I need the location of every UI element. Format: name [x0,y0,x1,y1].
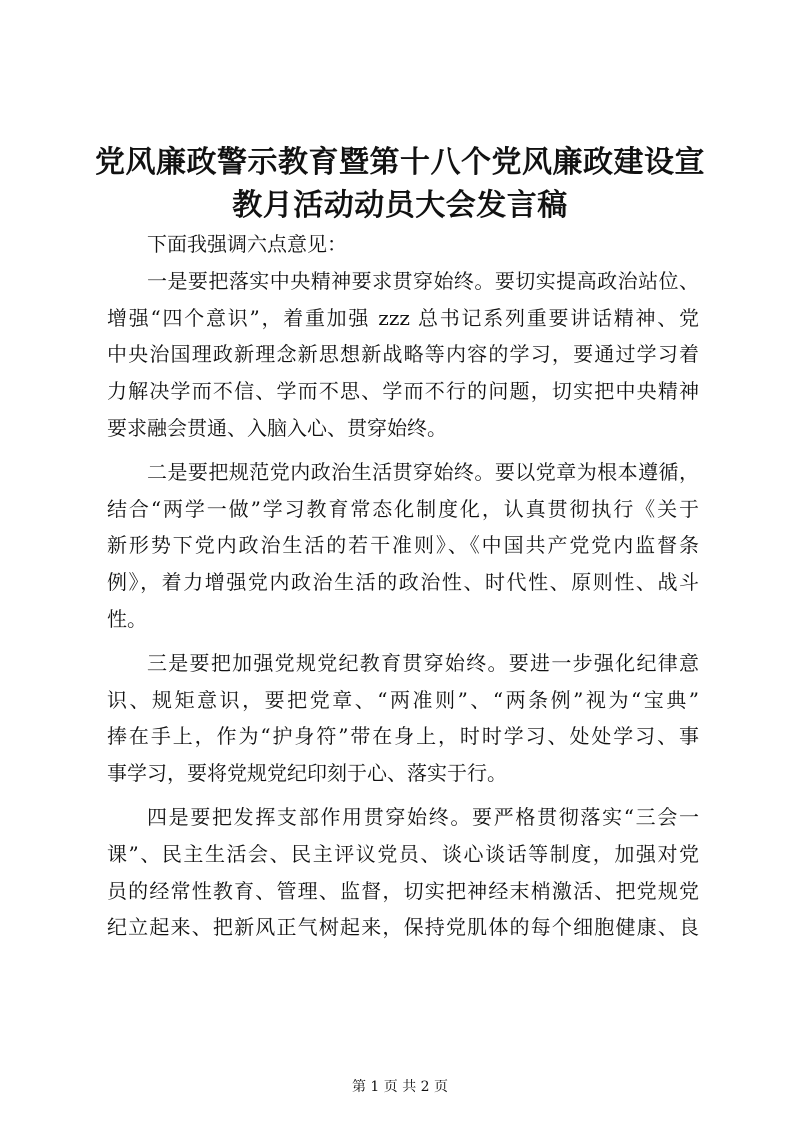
page-footer: 第 1 页 共 2 页 [351,1079,449,1095]
text-line: 要求融会贯通、入脑入心、贯穿始终。 [107,415,447,440]
text-line: 一是要把落实中央精神要求贯穿始终。要切实提高政治站位、 [147,268,699,293]
intro-line: 下面我强调六点意见： [147,232,347,256]
text-line: 员的经常性教育、管理、监督，切实把神经末梢激活、把党规党 [107,878,699,903]
text-line: 二是要把规范党内政治生活贯穿始终。要以党章为根本遵循， [147,459,699,484]
text-line: 四是要把发挥支部作用贯穿始终。要严格贯彻落实“三会一 [147,804,699,829]
paragraph-2 [107,454,699,638]
paragraph-1 [107,263,699,447]
text-line: 纪立起来、把新风正气树起来，保持党肌体的每个细胞健康、良 [107,915,699,940]
text-line: 三是要把加强党规党纪教育贯穿始终。要进一步强化纪律意 [147,650,699,675]
text-line: 事学习，要将党规党纪印刻于心、落实于行。 [107,761,507,786]
document-title [0,141,800,227]
text-line: 捧在手上，作为“护身符”带在身上，时时学习、处处学习、事 [107,724,699,749]
title-line: 党风廉政警示教育暨第十八个党风廉政建设宣 [95,145,705,180]
text-line: 识、规矩意识，要把党章、“两准则”、“两条例”视为“宝典” [107,687,699,712]
document-body [107,226,699,946]
text-line: 例》，着力增强党内政治生活的政治性、时代性、原则性、战斗 [107,570,699,595]
title-line: 教月活动动员大会发言稿 [232,188,568,223]
text-line: 新形势下党内政治生活的若干准则》、《中国共产党党内监督条 [107,533,699,558]
paragraph-4 [107,799,699,946]
text-line: 力解决学而不信、学而不思、学而不行的问题，切实把中央精神 [107,379,699,404]
text-line: 增强“四个意识”，着重加强 zzz 总书记系列重要讲话精神、党 [107,305,699,330]
text-line: 性。 [107,606,147,631]
paragraph-3 [107,645,699,792]
text-line: 课”、民主生活会、民主评议党员、谈心谈话等制度，加强对党 [107,841,699,866]
text-line: 中央治国理政新理念新思想新战略等内容的学习，要通过学习着 [107,342,699,367]
text-line: 结合“两学一做”学习教育常态化制度化，认真贯彻执行《关于 [107,496,699,521]
